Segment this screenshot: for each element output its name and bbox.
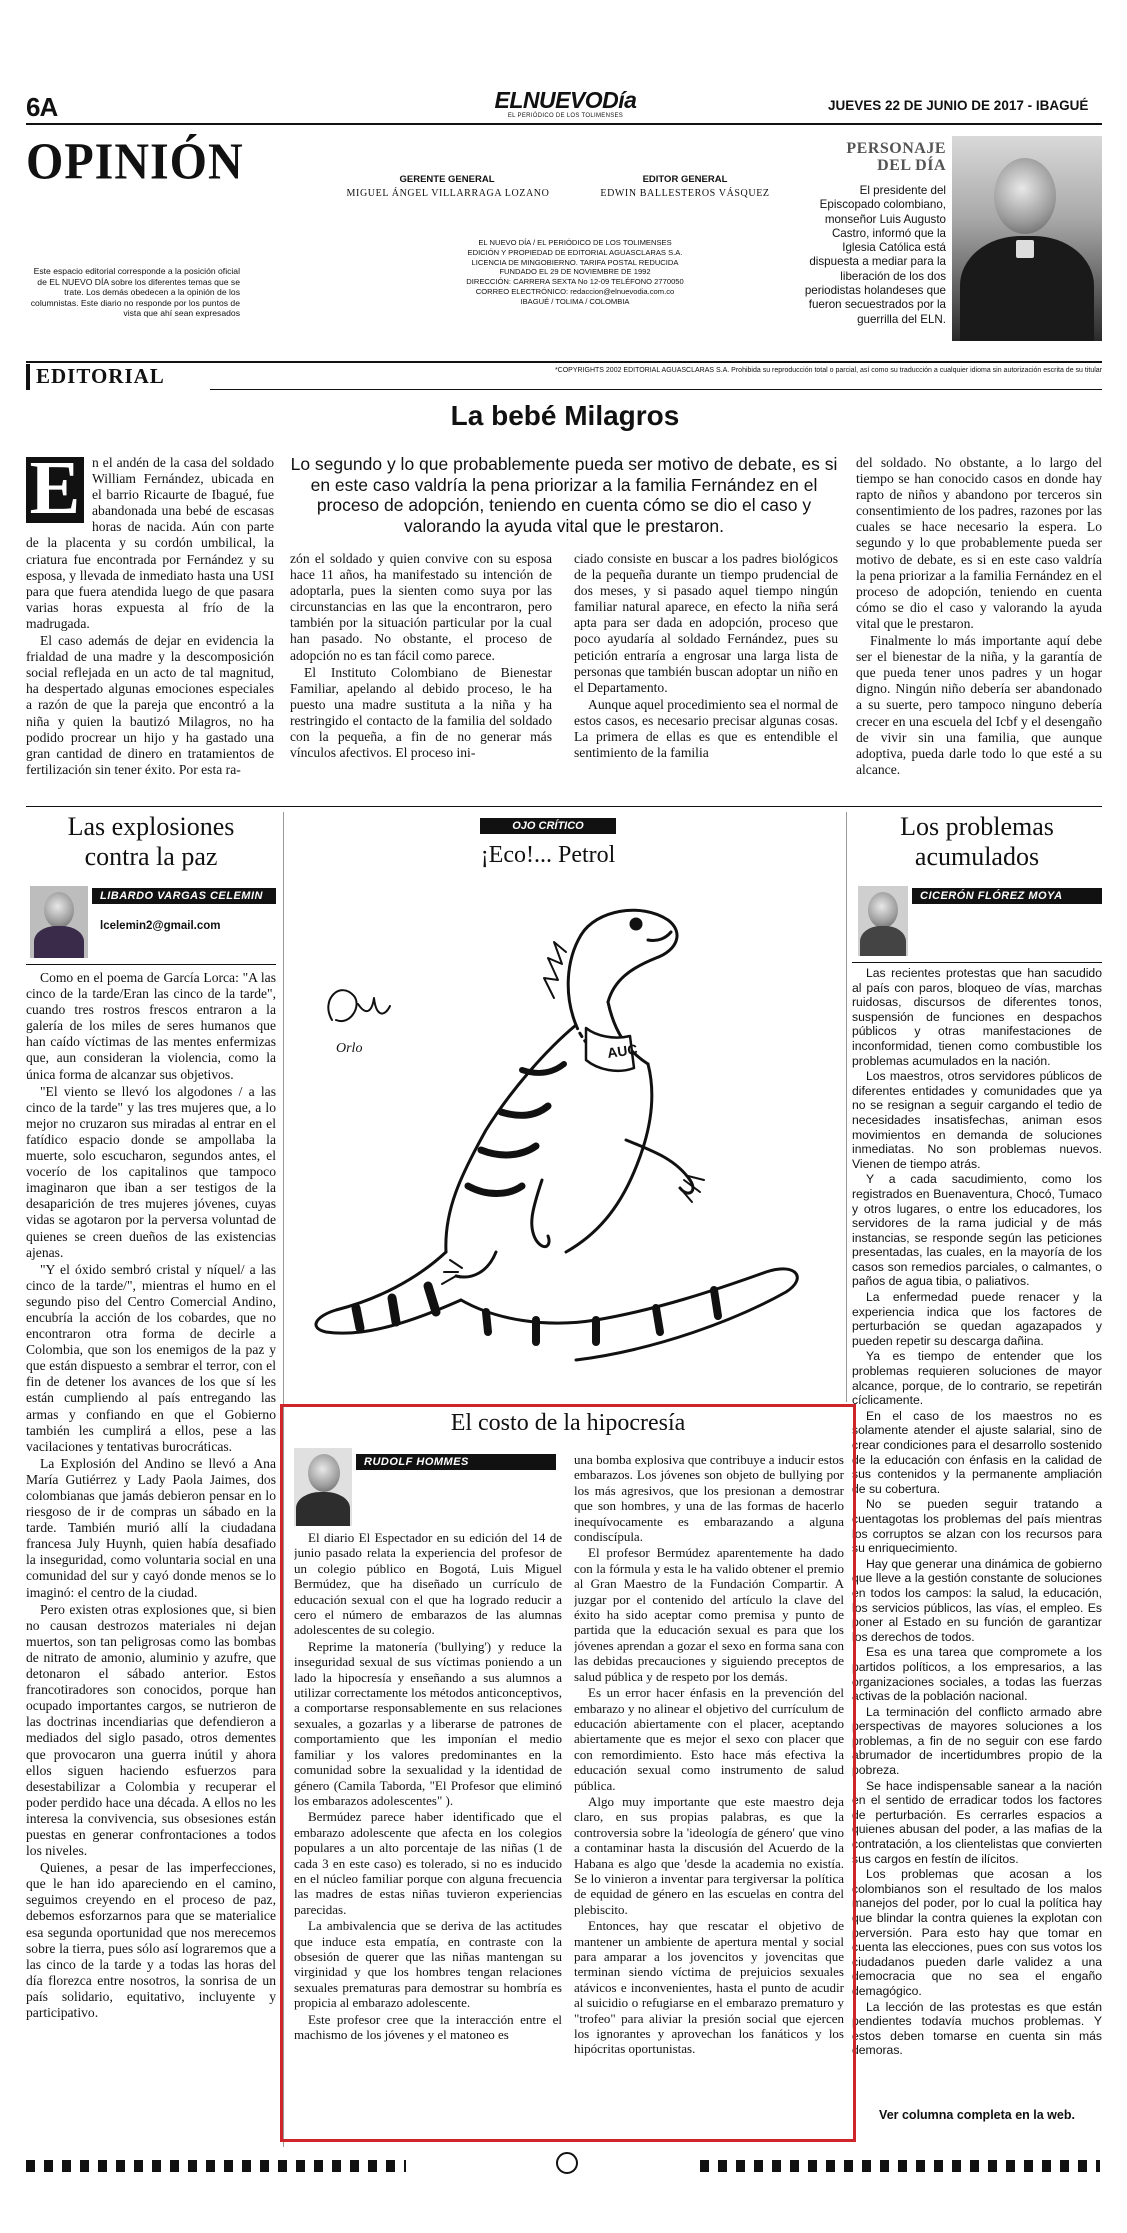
- cartoon-signature: Orlo: [336, 1041, 363, 1056]
- right-column-paragraph: Esa es una tarea que compromete a los partidos políticos, a los empresarios, a las organizaciones sociales, a todas las fuerzas activas de la población nacional.: [852, 1645, 1102, 1704]
- editorial-col-4: [856, 455, 1102, 795]
- copyright-notice: *COPYRIGHTS 2002 EDITORIAL AGUASCLARAS S.A. Prohibida su reproducción total o parcial, así como su traducción a cualquier idioma sin autorización escrita de su titular: [554, 367, 1102, 374]
- right-column-body: [852, 966, 1102, 2100]
- cartoon-title: ¡Eco!... Petrol: [480, 842, 616, 868]
- editorial-top-rule: [26, 361, 1102, 363]
- imprint-line: EL NUEVO DÍA / EL PERIÓDICO DE LOS TOLIMENSES: [478, 238, 672, 247]
- section-page-number: 6A: [26, 92, 58, 122]
- column-divider-right: [846, 812, 847, 1402]
- personaje-text: El presidente del Episcopado colombiano, monseñor Luis Augusto Castro, informó que la Iglesia Católica está dispuesta a mediar para la liberación de los dos periodistas holandeses que fueron secuestrados por la guerrilla del ELN.: [804, 184, 946, 326]
- left-author-rule: [26, 964, 276, 965]
- editorial-cartoon: [296, 880, 836, 1392]
- box-column-paragraph: El diario El Espectador en su edición del 14 de junio pasado relata la experiencia del profesor de un colegio público en Bogotá, Luis Miguel Bermúdez, que ha diseñado un currículo de educación sexual con el que ha logrado reducir a cero el número de embarazos de las alumnas adolescentes de su colegio.: [294, 1530, 562, 1638]
- imprint-line: CORREO ELECTRÓNICO: redaccion@elnuevodia.com.co: [475, 286, 675, 296]
- box-column-paragraph: Entonces, hay que rescatar el objetivo de mantener un ambiente de apertura mental y social para amparar a los jovencitos y jovencitas que terminan siendo víctima de prejuicios sexuales atávicos e inconvenientes, hasta el punto de acudir al suicidio o refugiarse en el embarazo prematuro y "trofeo" para aliviar la presión social que ejercen los ignorantes y aprovechan los fanáticos y los hipócritas oportunistas.: [574, 1918, 844, 2057]
- box-author-photo: [294, 1448, 352, 1526]
- personaje-photo: [952, 136, 1102, 341]
- imprint-line: EDICIÓN Y PROPIEDAD DE EDITORIAL AGUASCLARAS S.A.: [467, 247, 683, 257]
- right-column-paragraph: Los problemas que acosan a los colombianos son el resultado de los malos manejos del poder, por lo cual la política hay que blindar la contra quienes la explotan con perversión. Para esto hay que tomar en cuenta las elecciones, pues con sus votos los ciudadanos pueden darle validez a una democracia que no sea el engaño demagógico.: [852, 1867, 1102, 1998]
- personaje-title-line2: DEL DÍA: [877, 157, 946, 174]
- editorial-bottom-rule: [210, 389, 1102, 390]
- right-author-photo: [858, 886, 908, 956]
- box-column-paragraph: El profesor Bermúdez aparentemente ha dado con la fórmula y esta le ha valido obtener el premio al Gran Maestro de la Fundación Compartir. A juzgar por el contenido del artículo la clave del éxito ha sido aceptar como premisa y punto de partida que la educación sexual es para que los jóvenes aprendan a gozar el sexo en forma sana con las debidas precauciones y siguiendo preceptos de salud pública y de respeto por los demás.: [574, 1545, 844, 1684]
- right-column-paragraph: Y a cada sacudimiento, como los registrados en Buenaventura, Chocó, Tumaco y otros lugares, o entre los educadores, los servidores de la rama judicial y de más instancias, se responde según las peticiones presentadas, las cuales, en la mayoría de los casos son remedios parciales, o calmantes, o paños de agua tibia, o paliativos.: [852, 1172, 1102, 1289]
- imprint-block: [425, 238, 725, 307]
- right-column-paragraph: Se hace indispensable sanear a la nación en el sentido de erradicar todos los factores de perturbación. Es cerrarles espacios a quienes abusan del poder, a las mafias de la contratación, a los clientelistas que convierten sus cargos en festín de ilícitos.: [852, 1778, 1102, 1866]
- imprint-line: DIRECCIÓN: CARRERA SEXTA No 12-09 TELÉFONO 2770050: [466, 277, 684, 287]
- left-column-body: [26, 970, 276, 2150]
- editorial-paragraph: El Instituto Colombiano de Bienestar Familiar, apelando al debido proceso, le ha puesto una madre sustituta a la niña y ha restringido el contacto de la familia del soldado con la pequeña, a fin de no generar más vínculos afectivos. El proceso ini-: [290, 664, 552, 761]
- right-column-paragraph: Los maestros, otros servidores públicos de diferentes entidades y comunidades que ya no se resignan a seguir cargando el tedio de necesidades insatisfechas, animan esos movimientos en demanda de soluciones inmediatas. No son problemas nuevos. Vienen de tiempo atrás.: [852, 1069, 1102, 1171]
- left-column-paragraph: Pero existen otras explosiones que, si bien no causan destrozos materiales ni dejan muertos, son tan peligrosas como las bombas de nitrato de amonio, aluminio y azufre, que detonaron el sábado anterior. Estos francotiradores son conocidos, porque han ocupado importantes cargos, se nutrieron de las doctrinas incendiarias que defendieron a mediados del siglo pasado, otros dementes que provocaron una guerra inútil y ahora ellos siguen haciendo esfuerzos para desestabilizar a Colombia y recuperar el poder perdido hace una década. A ellos no les interesa la convivencia, sus obsesiones están puestas en generar confrontaciones a todos los niveles.: [26, 1601, 276, 1859]
- left-column-paragraph: La Explosión del Andino se llevó a Ana María Gutiérrez y Lady Paola Jaimes, dos colombianas que jamás debieron pensar en lo riesgoso de ir de compras un sábado en la tarde. También murió allí la ciudadana francesa July Huynh, quien había desafiado la inseguridad, como voluntaria social en una comunidad del sur y cayó donde menos se lo imaginó: el centro de la ciudad.: [26, 1455, 276, 1600]
- right-column-paragraph: La terminación del conflicto armado abre perspectivas de mayores soluciones a los problemas, a fin de no seguir con ese fardo abrumador de incertidumbres propio de la pobreza.: [852, 1704, 1102, 1778]
- right-column-paragraph: La enfermedad puede renacer y la experiencia indica que los factores de perturbación se quedan agazapados y pueden repetir su descarga dañina.: [852, 1290, 1102, 1348]
- box-column-paragraph: Reprime la matonería ('bullying') y reduce la inseguridad sexual de sus víctimas poniendo a un lado la hipocresía y enseñando a sus alumnos a utilizar correctamente los métodos anticonceptivos, a comportarse responsablemente en sus relaciones sexuales, a gozarlas y a liberarse de patrones de comportamiento que les imponían el medio familiar y los valores predominantes en la comunidad sobre la sexualidad y la identidad de género (Camila Taborda, "El Profesor que eliminó los embarazos adolescentes" ).: [294, 1638, 562, 1808]
- left-column-paragraph: Quienes, a pesar de las imperfecciones, que le han ido apareciendo en el camino, seguimos creyendo en el proceso de paz, debemos esforzarnos para que se materialice esa segunda oportunidad que nos merecemos sobre la tierra, pues sólo así lograremos que a las cinco de la tarde y a todas las horas del día florezca entre nosotros, la sonrisa de un país solidario, equitativo, incluyente y participativo.: [26, 1860, 276, 2020]
- left-headline-line2: contra la paz: [84, 842, 218, 871]
- editorial-disclaimer: Este espacio editorial corresponde a la posición oficial de EL NUEVO DÍA sobre los diferentes temas que se trate. Los demás obedecen a la opinión de los columnistas. Este diario no responde por los puntos de vista que ahí sean expresados: [30, 266, 240, 318]
- page-footer-strip: [26, 2160, 406, 2172]
- left-column-paragraph: "Y el óxido sembró cristal y níquel/ a las cinco de la tarde/", mientras el humo en el segundo piso del Centro Comercial Andino, encubría la acción de los cobardes, que no encontraron otra forma de decirle a Colombia, que son los enemigos de la paz y que están dispuesto a sembrar el terror, con el fin de detener los avances de los que sí les están cumpliendo al país entregando las armas y confiando en que el Gobierno también les cumplirá a ellos, pese a las vacilaciones y tentativas burocráticas.: [26, 1261, 276, 1454]
- page-footer-strip: [700, 2160, 1100, 2172]
- right-column-headline: [852, 812, 1102, 872]
- manager-label: GERENTE GENERAL: [399, 174, 495, 185]
- editorial-headline: La bebé Milagros: [450, 400, 680, 431]
- right-column-paragraph: Hay que generar una dinámica de gobierno que lleve a la gestión constante de soluciones en todos los campos: la salud, la educación, los servicios públicos, las vías, el empleo. Es poner al Estado en su función de garantizar los derechos de todos.: [852, 1556, 1102, 1644]
- box-column-paragraph: Algo muy importante que este maestro deja claro, en sus propias palabras, es que la controversia sobre la 'ideología de género' que vino a contaminar hasta la discusión del Acuerdo de la Habana es algo que 'desde la academia no existía. Se lo vinieron a inventar para tergiversar la política de equidad de género en las escuelas en contra del plebiscito.: [574, 1793, 844, 1917]
- box-column-paragraph: una bomba explosiva que contribuye a inducir estos embarazos. Los jóvenes son objeto de bullying por los más agresivos, que los presionan a demostrar que son hombres, y una de las formas de hacerlo inequívocamente es embarazando a alguna condiscípula.: [574, 1452, 844, 1545]
- box-column-col-2: [574, 1452, 844, 2138]
- paper-logo: [478, 88, 653, 128]
- right-column-paragraph: No se pueden seguir tratando a cuentagotas los problemas del país mientras los corruptos se alzan con los recursos para su enriquecimiento.: [852, 1497, 1102, 1556]
- editorial-paragraph: Finalmente lo más importante aquí debe ser el bienestar de la niña, y la garantía de que pueda tener unos padres y un hogar digno. Ningún niño debería ser abandonado a su suerte, pero tampoco ninguno debería crecer en una escuela del Icbf y el desengaño de vivir sin una familia, que aunque adoptiva, pueda darle todo lo que esté a su alcance.: [856, 633, 1102, 777]
- date-line: JUEVES 22 DE JUNIO DE 2017 - IBAGUÉ: [828, 98, 1089, 113]
- editorial-pullquote: Lo segundo y lo que probablemente pueda ser motivo de debate, es si en este caso valdría la pena priorizar a la familia Fernández en el proceso de adopción, teniendo en cuenta cómo se dio el caso y valorando la ayuda vital que le prestaron.: [290, 454, 838, 536]
- left-author-email[interactable]: lcelemin2@gmail.com: [100, 920, 221, 932]
- left-author-name: LIBARDO VARGAS CELEMIN: [92, 888, 276, 904]
- imprint-line: LICENCIA DE MINGOBIERNO. TARIFA POSTAL REDUCIDA: [471, 257, 679, 267]
- editorial-paragraph: n el andén de la casa del soldado William Fernández, ubicada en el barrio Ricaurte de Ibagué, fue abandonada una bebé de escasas horas de nacida. Aún con parte de la placenta y su cordón umbilical, la criatura fue encontrada por Fernández y su esposa, y llevada de inmediato hasta una USI para que fuera atendida luego de que pasara varias horas expuesta al frío de la madrugada.: [26, 455, 274, 631]
- box-column-col-1: [294, 1530, 562, 2138]
- section-title: OPINIÓN: [26, 133, 244, 191]
- box-column-paragraph: Este profesor cree que la interacción entre el machismo de los jóvenes y el matoneo es: [294, 2011, 562, 2042]
- imprint-line: IBAGUÉ / TOLIMA / COLOMBIA: [520, 296, 630, 306]
- cartoon-auc-tag: AUC: [606, 1040, 639, 1061]
- left-headline-line1: Las explosiones: [67, 812, 235, 841]
- editorial-col-3: [574, 551, 838, 795]
- registration-mark-icon: [556, 2152, 578, 2174]
- manager-name: MIGUEL ÁNGEL VILLARRAGA LOZANO: [346, 188, 550, 199]
- editorial-label-text: EDITORIAL: [36, 364, 165, 388]
- editorial-paragraph: El caso además de dejar en evidencia la frialdad de una madre y la descomposición social reflejada en un acto de tal magnitud, ha despertado algunas emociones especiales a razón de que la pareja que encontró a la niña y quien la bautizó Milagros, no ha podido procrear un hijo y ha gastado una gran cantidad de dinero en tratamientos de fertilización sin tener éxito. Por esta ra-: [26, 633, 274, 777]
- ojo-critico-label: [480, 818, 616, 834]
- paper-logo-tagline: EL PERIÓDICO DE LOS TOLIMENSES: [507, 113, 624, 119]
- imprint-line: FUNDADO EL 29 DE NOVIEMBRE DE 1992: [499, 267, 651, 277]
- editorial-label: [26, 364, 171, 390]
- editorial-paragraph: del soldado. No obstante, a lo largo del tiempo se han conocido casos en donde hay rapto de niños y abandono por terceros sin consentimiento de los padres, razones por las cuales se hace necesario la espera. Lo segundo y lo que probablemente pueda ser motivo de debate, es si en este caso valdría la pena priorizar a la familia Fernández en el proceso de adopción, teniendo en cuenta cómo se dio el caso y valorando la ayuda vital que le prestaron.: [856, 455, 1102, 631]
- editorial-dropcap: E: [26, 457, 84, 523]
- editorial-col-1: [26, 455, 274, 795]
- right-author-name: CICERÓN FLÓREZ MOYA: [912, 888, 1102, 904]
- ojo-critico-label-text: OJO CRÍTICO: [512, 820, 584, 832]
- box-author-name: RUDOLF HOMMES: [356, 1454, 556, 1470]
- right-column-paragraph: Las recientes protestas que han sacudido al país con paros, bloqueo de vías, marchas ruidosas, discursos de diferentes tonos, suspensión de funciones en despachos públicos y otras manifestaciones de inconformidad, tienen como combustible los problemas acumulados en la nación.: [852, 966, 1102, 1068]
- box-column-headline: El costo de la hipocresía: [450, 1410, 686, 1436]
- right-column-paragraph: En el caso de los maestros no es solamente atender el ajuste salarial, sino de crear condiciones para el desarrollo sostenido de la educación con énfasis en la calidad de sus contenidos y la permanente ampliación de su cobertura.: [852, 1408, 1102, 1496]
- left-author-photo: [30, 886, 88, 958]
- left-column-headline: [26, 812, 276, 872]
- editorial-paragraph: zón el soldado y quien convive con su esposa hace 11 años, ha manifestado su intención de adoptarla, pues la sienten como suya por las circunstancias en las que la encontraron, pero también por la situación particular por la cual han pasado. No obstante, el proceso de adopción no es tan fácil como parece.: [290, 551, 552, 663]
- left-column-paragraph: Como en el poema de García Lorca: "A las cinco de la tarde/Eran las cinco de la tarde", cuando tres rostros frescos entraron a la galería de los miles de seres humanos que han caído víctimas de las mentes enfermizas que, aun consideran la violencia, como la única forma de alcanzar sus objetivos.: [26, 970, 276, 1082]
- editorial-paragraph: Aunque aquel procedimiento sea el normal de estos casos, es necesario precisar algunas cosas. La primera de ellas es que es entendible el sentimiento de la familia: [574, 696, 838, 761]
- personaje-title: [800, 140, 946, 174]
- personaje-title-line1: PERSONAJE: [846, 140, 946, 157]
- box-column-paragraph: La ambivalencia que se deriva de las actitudes que induce esta empatía, en contraste con la obsesión de querer que las niñas mantengan su virginidad y que los hombres tengan relaciones sexuales prematuras para demostrar su hombría es propicia al embarazo adolescente.: [294, 1918, 562, 2011]
- editorial-paragraph: ciado consiste en buscar a los padres biológicos de la pequeña durante un tiempo prudencial de dos meses, y si pasado aquel tiempo ningún familiar natural aparece, en efecto la niña será apta para ser dada en adopción, proceso que poco ayudaría al soldado Fernández, pues su petición entraría a engrosar una larga lista de personas que también buscan adoptar un niño en el Departamento.: [574, 551, 838, 695]
- editorial-divider: [26, 806, 1102, 807]
- right-column-paragraph: Ya es tiempo de entender que los problemas requieren soluciones de mayor alcance, porque, de lo contrario, se repetirán cíclicamente.: [852, 1349, 1102, 1408]
- right-author-rule: [852, 962, 1102, 963]
- editor-label: EDITOR GENERAL: [642, 174, 728, 185]
- right-headline-line2: acumulados: [914, 842, 1040, 871]
- editor-name: EDWIN BALLESTEROS VÁSQUEZ: [600, 188, 770, 199]
- right-headline-line1: Los problemas: [900, 812, 1054, 841]
- box-column-paragraph: Es un error hacer énfasis en la prevención del embarazo y no alinear el objetivo del currículum de educación abiertamente con el placer, aceptando abiertamente que es mejor el sexo con placer que con remordimiento. Esto hace más efectiva la educación sexual como instrumento de salud pública.: [574, 1685, 844, 1793]
- paper-logo-name: ELNUEVODía: [494, 87, 637, 113]
- box-column-paragraph: Bermúdez parece haber identificado que el embarazo adolescente que afecta en los colegios populares a un alto porcentaje de las niñas (1 de cada 3 en este caso) es tolerado, si no es inducido en el núcleo familiar porque con alguna frecuencia las madres de estas niñas tuvieron experiencias parecidas.: [294, 1809, 562, 1917]
- editorial-col-2: [290, 551, 552, 795]
- right-column-paragraph: La lección de las protestas es que están pendientes todavía muchos problemas. Y estos deben tomarse en cuenta sin más demoras.: [852, 1999, 1102, 2058]
- left-column-paragraph: "El viento se llevó los algodones / a las cinco de la tarde" y las tres mujeres que, a lo mejor no cruzaron sus miradas al entrar en el fatídico espacio donde se ampollaba la muerte, solo escucharon, segundos antes, el vocerío de los capitalinos que tampoco imaginaron que iban a ser testigos de la desaparición de tres mujeres jóvenes, cuyas vidas se agotaron por la perversa voluntad de quienes se creen dueños de las existencias ajenas.: [26, 1083, 276, 1260]
- right-column-footer-link[interactable]: Ver columna completa en la web.: [879, 2108, 1075, 2122]
- masthead-rule: [26, 123, 1102, 125]
